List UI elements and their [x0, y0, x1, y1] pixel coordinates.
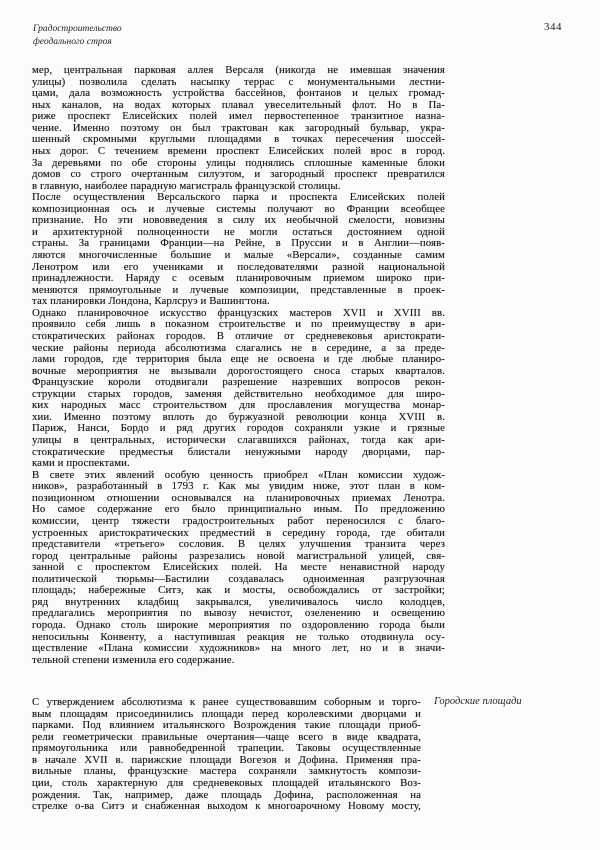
text-line: рели геометрически правильные очертания—чаще всего в виде квадрата,	[32, 730, 421, 743]
running-head-line1: Градостроительство	[33, 24, 122, 34]
text-line: Париж, Нанси, Бордо и ряд других городов сохраняли узкие и грязные	[32, 422, 445, 435]
text-line: ряд внутренних кладбищ закрывался, увеличивалось число колодцев,	[32, 595, 445, 608]
text-line: Французские короли отодвигали разрешение назревших вопросов рекон-	[32, 376, 445, 389]
text-line: ции, столь характерную для средневековых площадей итальянского Воз-	[32, 776, 421, 789]
text-line: улицы) позволила сделать насыпку террас с монументальными лестни-	[32, 75, 445, 88]
text-line: ляются многочисленные большие и малые «Версали», созданные самим	[32, 249, 445, 261]
text-line: прямоугольника или равнобедренной трапеции. Таковы осуществленные	[32, 742, 421, 755]
text-line: За деревьями по обе стороны улицы поднялись сплошные каменные блоки	[32, 156, 445, 169]
text-line: хии. Именно поэтому вплоть до буржуазной революции конца XVIII в.	[32, 410, 445, 423]
margin-note-city-squares: Городские площади	[434, 696, 522, 707]
text-line: и архитектурной полноценности не могли остаться достоянием одной	[32, 225, 445, 238]
text-line: стократических районах городов. В отличие от средневековья аристократи-	[32, 329, 445, 342]
text-line: шенный скромными круглыми площадями в точках пересечения шоссей-	[32, 133, 445, 146]
text-line: позиционном отношении основывался на планировочных приемах Ленотра.	[32, 491, 445, 504]
text-line: устроенных аристократических предместий в середину города, где обитали	[32, 526, 445, 539]
text-line: домов со строго очертанным силуэтом, и загородный проспект превратился	[32, 168, 445, 181]
text-line: С утверждением абсолютизма к ранее существовавшим соборным и торго-	[32, 696, 421, 708]
text-line: ких народных масс строительством для прославления могущества монар-	[32, 399, 445, 412]
text-line: ных дорог. С течением времени проспект Елисейских полей врос в город.	[32, 144, 445, 157]
text-line: ществление «Плана комиссии художников» на много лет, но и в значи-	[32, 642, 445, 655]
page-number: 344	[544, 21, 562, 33]
text-line: ками и проспектами.	[32, 457, 130, 470]
text-line: непосильны Конвенту, а наступившая реакция не только отодвинула осу-	[32, 630, 445, 643]
text-line: лами городов, где территория была еще не освоена и где любые планиро-	[32, 353, 445, 366]
text-line: ных каналов, на водах которых плавал увеселительный флот. Но в Па-	[32, 98, 445, 111]
text-line: стрелке о-ва Ситэ и снабженная выходом к многоарочному Новому мосту,	[32, 800, 421, 813]
text-line: страны. За границами Франции—на Рейне, в Пруссии и в Англии—появ-	[32, 237, 445, 250]
main-text-column	[32, 65, 445, 666]
text-line: чение. Именно поэтому он был трактован как загородный бульвар, укра-	[32, 121, 445, 134]
running-head-line2: феодального строя	[33, 37, 112, 47]
text-line: ников», разработанный в 1793 г. Как мы увидим ниже, этот план в ком-	[32, 480, 445, 493]
running-head	[33, 23, 122, 49]
text-line: рождения. Так, например, даже площадь Дофина, расположенная на	[32, 788, 421, 801]
section-text-column	[32, 697, 421, 813]
text-line: риже проспект Елисейских полей имел первостепенное транзитное назна-	[32, 110, 445, 123]
text-line: предлагались мероприятия по вывозу нечистот, озеленению и освещению	[32, 607, 445, 620]
text-line: струкции старых городов, заменяя действительно необходимое для широ-	[32, 387, 445, 400]
text-line: вочные мероприятия не вызывали дорогостоящего сноса старых кварталов.	[32, 364, 445, 377]
text-line: ческие районы периода абсолютизма слагались не в середине, а за преде-	[32, 341, 445, 354]
text-line: вым площадям присоединились площади перед королевскими дворцами и	[32, 707, 421, 720]
paragraph	[32, 65, 445, 192]
text-line: вильные планы, французские мастера сохраняли замкнутость компози-	[32, 765, 421, 778]
paragraph	[32, 192, 445, 308]
text-line: политической тюрьмы—Бастилии создавалась одноименная разгрузочная	[32, 572, 445, 585]
text-line: города. Однако столь широкие мероприятия по оздоровлению города были	[32, 619, 445, 631]
text-line: меняются прямоугольные и лучевые композиции, представленные в проек-	[32, 283, 445, 296]
text-line: проявило себя лишь в показном строительстве и по преимуществу в ари-	[32, 318, 445, 331]
text-line: После осуществления Версальского парка и проспекта Елисейских полей	[32, 191, 445, 204]
text-line: улицы в центральных, исторически слагавшихся районах, тогда как ари-	[32, 434, 445, 446]
text-line: композиционная ось и лучевые системы получают во Франции всеобщее	[32, 202, 445, 215]
paragraph	[32, 470, 445, 667]
text-line: в начале XVII в. парижские площади Вогезов и Дофина. Применяя пра-	[32, 753, 421, 766]
text-line: Однако планировочное искусство французских мастеров XVII и XVIII вв.	[32, 306, 445, 319]
text-line: представители «третьего» сословия. В целях улучшения транзита через	[32, 538, 445, 551]
text-line: парками. Под влиянием итальянского Возрождения такие площади приоб-	[32, 719, 421, 732]
text-line: цами, дала возможность устройства бассейнов, фонтанов и целых громад-	[32, 87, 445, 100]
text-line: занной с проспектом Елисейских полей. На месте ненавистной народу	[32, 561, 445, 574]
text-line: тах планировки Лондона, Карлсруэ и Вашингтона.	[32, 295, 270, 308]
paragraph	[32, 697, 421, 813]
text-line: город центральные районы разрезались новой магистральной улицей, свя-	[32, 549, 445, 562]
text-line: мер, центральная парковая аллея Версаля (никогда не имевшая значения	[32, 64, 445, 76]
text-line: Но самое содержание его было принципиально иным. По предложению	[32, 503, 445, 516]
text-line: тельной степени изменила его содержание.	[32, 653, 235, 666]
text-line: площадь; набережные Ситэ, как и мосты, освобождались от застройки;	[32, 584, 445, 597]
text-line: комиссии, центр тяжести градостроительных работ переносился с благо-	[32, 514, 445, 527]
text-line: принадлежности. Наряду с осевым планировочным приемом широко при-	[32, 272, 445, 285]
text-line: стократические предместья блистали ненужными народу дворцами, пар-	[32, 445, 445, 458]
paragraph	[32, 308, 445, 470]
text-line: признание. Но эти нововведения в силу их необычной смелости, новизны	[32, 214, 445, 227]
text-line: в главную, наиболее парадную магистраль французской столицы.	[32, 179, 341, 192]
text-line: В свете этих явлений особую ценность приобрел «План комиссии худож-	[32, 468, 445, 481]
text-line: Ленотром или его учениками и последователями разной национальной	[32, 260, 445, 273]
